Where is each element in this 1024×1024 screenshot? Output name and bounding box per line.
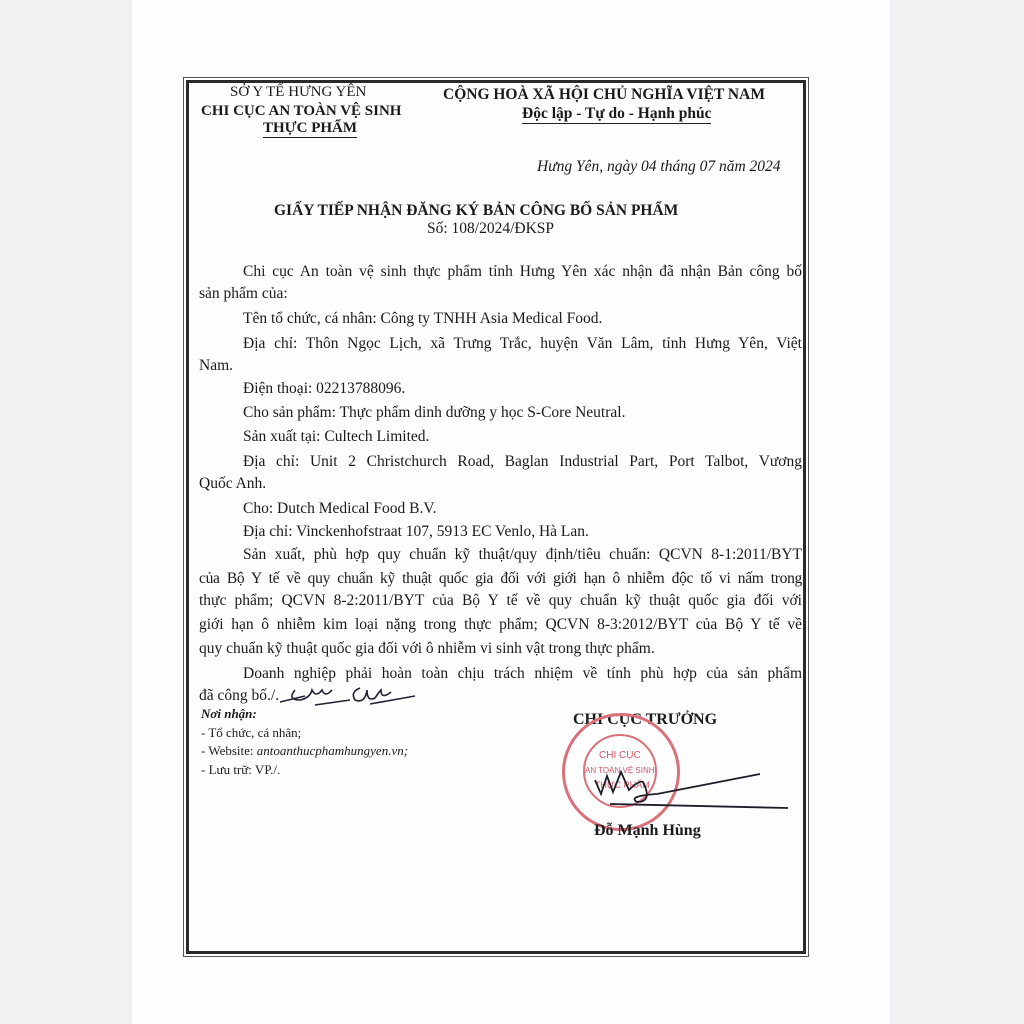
document-title: GIẤY TIẾP NHẬN ĐĂNG KÝ BẢN CÔNG BỐ SẢN PHẨM [274,202,679,219]
body-line: Nam. [199,357,234,374]
body-line: sản phẩm của: [199,285,288,302]
body-line: Cho: Dutch Medical Food B.V. [243,500,437,517]
recipient-item [201,743,408,759]
header-agency: CHI CỤC AN TOÀN VỆ SINH [201,103,402,119]
body-line: Sản xuất, phù hợp quy chuẩn kỹ thuật/quy định/tiêu chuẩn: QCVN 8-1:2011/BYT [243,546,802,563]
body-line: quy chuẩn kỹ thuật quốc gia đối với ô nhiễm vi sinh vật trong thực phẩm. [199,640,655,657]
document-number: Số: 108/2024/ĐKSP [427,220,555,237]
body-line: đã công bố./. [199,687,280,704]
document-date: Hưng Yên, ngày 04 tháng 07 năm 2024 [537,158,781,175]
header-agency-2: THỰC PHẨM [263,120,358,136]
body-line: Điện thoại: 02213788096. [243,380,406,397]
header-ministry: SỞ Y TẾ HƯNG YÊN [230,84,367,100]
stamp-text: THỰC PHẨM [595,780,650,790]
signature [590,750,790,810]
body-line: Địa chỉ: Unit 2 Christchurch Road, Baglan Industrial Part, Port Talbot, Vương [243,453,802,470]
header-motto: Độc lập - Tự do - Hạnh phúc [522,105,712,122]
recipient-label: - Website: [201,743,257,758]
body-line: Quốc Anh. [199,475,267,492]
body-line: Sản xuất tại: Cultech Limited. [243,428,430,445]
handwritten-initials [275,680,425,715]
body-line: Địa chỉ: Thôn Ngọc Lịch, xã Trưng Trắc, huyện Văn Lâm, tỉnh Hưng Yên, Việt [243,335,802,352]
stamp-text: AN TOÀN VỆ SINH [585,766,655,775]
stamp-text: CHI CỤC [599,750,641,761]
signer-title: CHI CỤC TRƯỞNG [573,711,718,728]
website-link: antoanthucphamhungyen.vn; [256,743,409,758]
body-line: Doanh nghiệp phải hoàn toàn chịu trách nhiệm về tính phù hợp của sản phẩm [243,665,802,682]
body-line: Tên tổ chức, cá nhân: Công ty TNHH Asia Medical Food. [243,310,603,327]
recipient-item: - Tổ chức, cá nhân; [201,725,302,740]
recipients-heading: Nơi nhận: [201,706,257,721]
body-line: Chi cục An toàn vệ sinh thực phẩm tỉnh Hưng Yên xác nhận đã nhận Bản công bố [243,263,802,280]
recipient-item: - Lưu trữ: VP./. [201,762,281,777]
body-line: Cho sản phẩm: Thực phẩm dinh dưỡng y học S-Core Neutral. [243,404,626,421]
header-country: CỘNG HOÀ XÃ HỘI CHỦ NGHĨA VIỆT NAM [443,86,765,103]
body-line: giới hạn ô nhiễm kim loại nặng trong thực phẩm; QCVN 8-3:2012/BYT của Bộ Y tế về [199,616,802,633]
body-line: thực phẩm; QCVN 8-2:2011/BYT của Bộ Y tế về quy chuẩn kỹ thuật quốc gia đối với [199,592,802,609]
signer-name: Đỗ Mạnh Hùng [594,822,701,839]
body-line: Địa chỉ: Vinckenhofstraat 107, 5913 EC Venlo, Hà Lan. [243,523,589,540]
body-line: của Bộ Y tế về quy chuẩn kỹ thuật quốc gia đối với giới hạn ô nhiễm độc tố vi nấm trong [199,570,802,587]
